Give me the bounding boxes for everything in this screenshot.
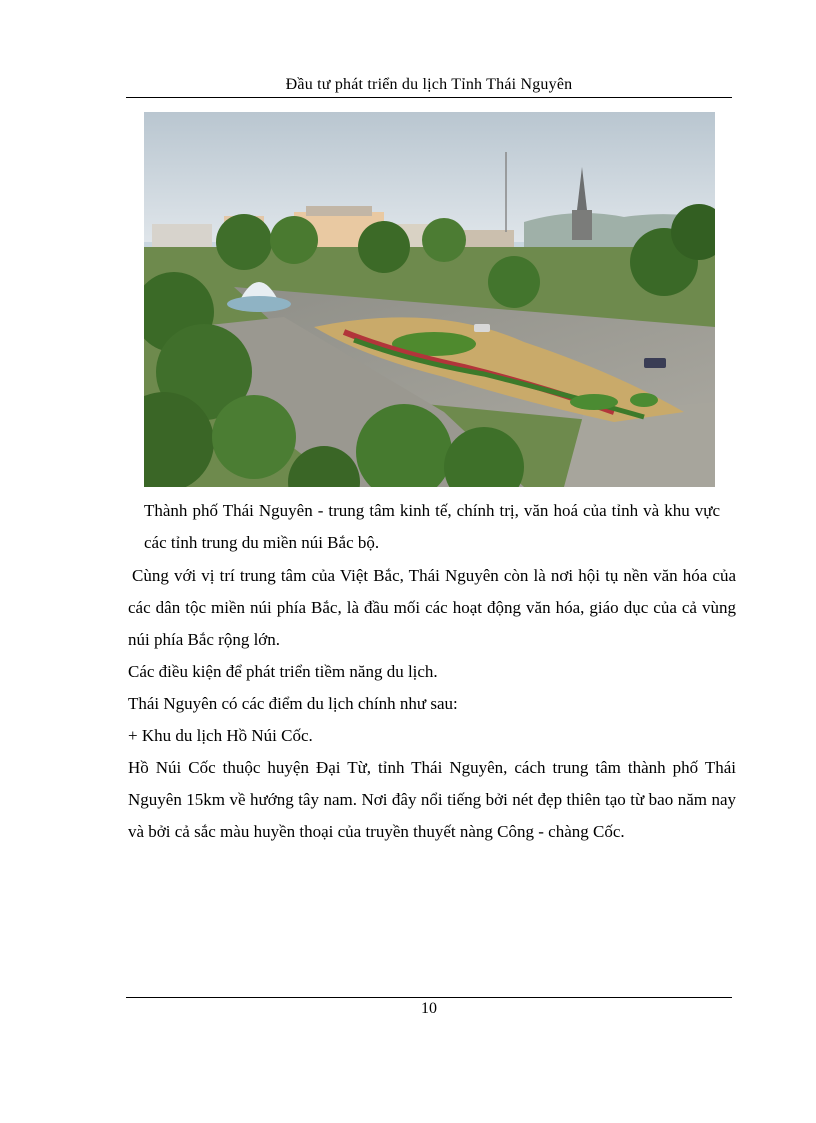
paragraph-development-conditions: Các điều kiện để phát triển tiềm năng du lịch. [128, 662, 438, 681]
tree [358, 221, 410, 273]
tree [212, 395, 296, 479]
shrub [570, 394, 618, 410]
running-header-title: Đầu tư phát triển du lịch Tỉnh Thái Nguyên [285, 76, 573, 93]
car [644, 358, 666, 368]
car [474, 324, 490, 332]
monument-base [572, 210, 592, 240]
fountain-basin [227, 296, 291, 312]
body-text [128, 560, 736, 848]
city-square-illustration [144, 112, 715, 487]
page-number: 10 [421, 1000, 437, 1017]
header-divider [126, 97, 732, 98]
paragraph-nui-coc-heading: + Khu du lịch Hồ Núi Cốc. [128, 726, 313, 745]
tree [488, 256, 540, 308]
tree [216, 214, 272, 270]
shrub [630, 393, 658, 407]
paragraph-nui-coc-description: Hồ Núi Cốc thuộc huyện Đại Từ, tỉnh Thái Nguyên, cách trung tâm thành phố Thái Nguyên 15km về hướng tây nam. Nơi đây nổi tiếng bởi nét đẹp thiên tạo từ bao năm nay và bởi cả sắc màu huyền thoại của truyền thuyết nàng Công - chàng Cốc. [128, 758, 736, 841]
tree [270, 216, 318, 264]
paragraph-tourist-spots-intro: Thái Nguyên có các điểm du lịch chính như sau: [128, 694, 458, 713]
city-square-photo [144, 112, 715, 487]
footer-divider [126, 997, 732, 998]
paragraph-viet-bac: Cùng với vị trí trung tâm của Việt Bắc, Thái Nguyên còn là nơi hội tụ nền văn hóa của các dân tộc miền núi phía Bắc, là đầu mối các hoạt động văn hóa, giáo dục của cả vùng núi phía Bắc rộng lớn. [128, 566, 736, 649]
building-roof [306, 206, 372, 216]
figure-caption: Thành phố Thái Nguyên - trung tâm kinh tế, chính trị, văn hoá của tỉnh và khu vực các tỉnh trung du miền núi Bắc bộ. [144, 501, 720, 552]
tree [422, 218, 466, 262]
